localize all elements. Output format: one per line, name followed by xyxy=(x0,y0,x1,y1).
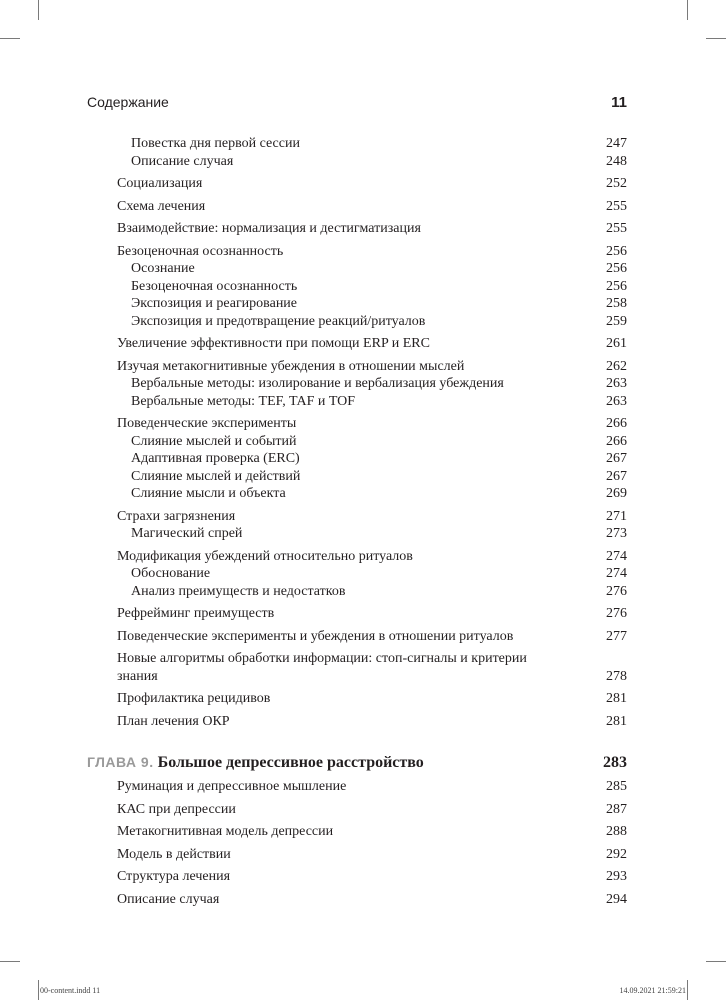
toc-entry-title: Экспозиция и реагирование xyxy=(131,296,298,311)
toc-entry-page: 256 xyxy=(606,243,627,259)
toc-entry-page: 255 xyxy=(606,198,627,214)
toc-entry-page: 263 xyxy=(606,393,627,409)
toc-entry-title: Увеличение эффективности при помощи ERP и ERC xyxy=(117,336,430,351)
toc-entry-page: 263 xyxy=(606,376,627,391)
toc-entry[interactable] xyxy=(117,628,627,646)
toc-entry-title: Руминация и депрессивное мышление xyxy=(117,779,347,794)
toc-entry-title: Метакогнитивная модель депрессии xyxy=(117,824,334,839)
toc-entry-title: Вербальные методы: изолирование и вербализация убеждения xyxy=(131,376,504,391)
toc-entry-page: 293 xyxy=(606,869,627,884)
toc-entry[interactable] xyxy=(117,375,627,393)
toc-entry[interactable] xyxy=(117,605,627,623)
toc-entry-page: 276 xyxy=(606,583,627,599)
toc-entry-title: План лечения ОКР xyxy=(117,713,230,729)
toc-entry-title: Адаптивная проверка (ERC) xyxy=(131,451,300,466)
toc-entry[interactable] xyxy=(117,243,627,261)
toc-entry-page: 277 xyxy=(606,628,627,644)
toc-entry-title: Структура лечения xyxy=(117,869,231,884)
toc-entry-title: Социализация xyxy=(117,176,203,191)
toc-entry-page: 266 xyxy=(606,416,627,431)
toc-entry[interactable] xyxy=(117,278,627,296)
toc-entry-title: Описание случая xyxy=(117,891,220,907)
toc-entry[interactable] xyxy=(117,393,627,411)
toc-entry-page: 269 xyxy=(606,486,627,501)
toc-entry[interactable] xyxy=(117,525,627,543)
crop-mark xyxy=(706,38,726,39)
crop-mark xyxy=(706,961,726,962)
toc-entries xyxy=(117,135,627,730)
toc-entry-title: Повестка дня первой сессии xyxy=(131,136,300,151)
toc-entry[interactable] xyxy=(117,220,627,238)
toc-entry[interactable] xyxy=(117,415,627,433)
crop-mark xyxy=(38,980,39,1000)
toc-entry-title: Взаимодействие: нормализация и дестигматизация xyxy=(117,221,421,236)
toc-entry-page: 261 xyxy=(606,336,627,351)
toc-entry-page: 273 xyxy=(606,526,627,541)
crop-mark xyxy=(687,0,688,20)
toc-entry-title: Изучая метакогнитивные убеждения в отношении мыслей xyxy=(117,358,465,374)
toc-entry-title: Страхи загрязнения xyxy=(117,508,236,524)
toc-entry-title: Модель в действии xyxy=(117,846,231,862)
toc-entry[interactable] xyxy=(117,891,627,909)
toc-entry-title: Поведенческие эксперименты и убеждения в отношении ритуалов xyxy=(117,628,514,644)
toc-entry-title: Слияние мысли и объекта xyxy=(131,486,286,501)
toc-entry-page: 256 xyxy=(606,261,627,276)
toc-entry[interactable] xyxy=(117,548,627,566)
toc-entry[interactable] xyxy=(117,135,627,153)
slug-timestamp: 14.09.2021 21:59:21 xyxy=(619,986,686,995)
toc-entry-page: 258 xyxy=(606,296,627,311)
toc-entry[interactable] xyxy=(117,713,627,731)
toc-entry-page: 292 xyxy=(606,846,627,862)
toc-entry[interactable] xyxy=(117,508,627,526)
toc-entry-page: 259 xyxy=(606,313,627,329)
crop-mark xyxy=(0,961,20,962)
toc-entry[interactable] xyxy=(117,583,627,601)
toc-entry-page: 281 xyxy=(606,691,627,706)
toc-entry-page: 281 xyxy=(606,713,627,729)
toc-entry[interactable] xyxy=(117,650,627,685)
toc-entry-title: Экспозиция и предотвращение реакций/ритуалов xyxy=(131,313,426,329)
toc-entry-page: 271 xyxy=(606,508,627,524)
crop-mark xyxy=(0,38,20,39)
toc-entry-title: Анализ преимуществ и недостатков xyxy=(131,583,346,599)
toc-entry[interactable] xyxy=(117,868,627,886)
toc-entry-title: Описание случая xyxy=(131,153,234,169)
toc-entry[interactable] xyxy=(117,778,627,796)
toc-entry-title: Магический спрей xyxy=(131,526,243,541)
slug-file: 00-content.indd 11 xyxy=(40,986,101,995)
toc-entry-page: 267 xyxy=(606,451,627,466)
toc-entry[interactable] xyxy=(117,358,627,376)
toc-entry[interactable] xyxy=(117,198,627,216)
toc-entry[interactable] xyxy=(117,485,627,503)
toc-entry-page: 276 xyxy=(606,606,627,621)
chapter-page: 283 xyxy=(603,754,627,771)
toc-entry-page: 278 xyxy=(606,668,627,684)
toc-entry-title: Обоснование xyxy=(131,566,211,581)
toc-entry[interactable] xyxy=(117,565,627,583)
toc-entry-page: 287 xyxy=(606,801,627,817)
toc-entry[interactable] xyxy=(117,823,627,841)
toc-entry-title: Вербальные методы: TEF, TAF и TOF xyxy=(131,393,356,409)
toc-entry-title: Безоценочная осознанность xyxy=(131,278,298,294)
toc-entry-page: 288 xyxy=(606,824,627,839)
toc-entry-title: Слияние мыслей и событий xyxy=(131,433,297,449)
chapter-heading[interactable] xyxy=(87,752,627,773)
toc-entry-page: 274 xyxy=(606,548,627,564)
toc-entry-title: Поведенческие эксперименты xyxy=(117,416,297,431)
toc-entry-title: Рефрейминг преимуществ xyxy=(117,606,275,621)
toc-entry-page: 247 xyxy=(606,136,627,151)
chapter-label: ГЛАВА 9. xyxy=(87,754,154,770)
toc-entry[interactable] xyxy=(117,175,627,193)
crop-mark xyxy=(687,980,688,1000)
toc-entry-page: 262 xyxy=(606,358,627,374)
toc-entry-title: Слияние мыслей и действий xyxy=(131,468,301,484)
toc-entry[interactable] xyxy=(117,801,627,819)
toc-entry-title: Схема лечения xyxy=(117,198,206,214)
toc-entry[interactable] xyxy=(117,335,627,353)
running-head xyxy=(87,94,627,114)
chapter-title: Большое депрессивное расстройство xyxy=(157,754,424,771)
toc-entry-page: 252 xyxy=(606,176,627,191)
toc-entry-title: КАС при депрессии xyxy=(117,801,236,817)
toc-entry[interactable] xyxy=(117,153,627,171)
toc-entry-title: Новые алгоритмы обработки информации: стоп-сигналы и критерии знания xyxy=(117,651,527,684)
toc-entry[interactable] xyxy=(117,313,627,331)
toc-entry[interactable] xyxy=(117,468,627,486)
toc-entry-page: 266 xyxy=(606,433,627,449)
toc-entry-page: 267 xyxy=(606,468,627,484)
toc-entry-title: Профилактика рецидивов xyxy=(117,691,271,706)
toc-entry[interactable] xyxy=(117,690,627,708)
crop-mark xyxy=(38,0,39,20)
table-of-contents xyxy=(87,135,627,908)
toc-entry[interactable] xyxy=(117,846,627,864)
toc-entry[interactable] xyxy=(117,295,627,313)
running-head-title: Содержание xyxy=(87,94,169,110)
toc-entry-page: 255 xyxy=(606,221,627,236)
toc-entry[interactable] xyxy=(117,260,627,278)
toc-entry-page: 294 xyxy=(606,891,627,907)
toc-entry-page: 285 xyxy=(606,779,627,794)
toc-entry-title: Безоценочная осознанность xyxy=(117,243,284,259)
toc-entry-page: 256 xyxy=(606,278,627,294)
toc-entry-title: Осознание xyxy=(131,261,195,276)
toc-entry[interactable] xyxy=(117,450,627,468)
chapter-entries xyxy=(117,778,627,908)
toc-entry-page: 248 xyxy=(606,153,627,169)
toc-entry-page: 274 xyxy=(606,566,627,581)
toc-entry-title: Модификация убеждений относительно ритуалов xyxy=(117,548,413,564)
toc-entry[interactable] xyxy=(117,433,627,451)
page-number: 11 xyxy=(611,94,627,111)
